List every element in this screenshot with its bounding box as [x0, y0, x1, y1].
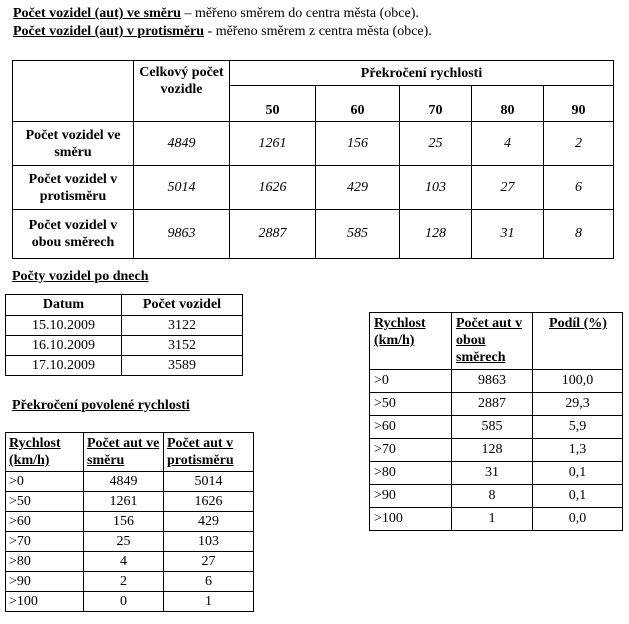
speeding-summary-table — [12, 60, 614, 259]
table-row — [6, 336, 243, 356]
value-cell: 128 — [400, 210, 472, 259]
share-cell: 29,3 — [533, 393, 623, 416]
value-cell: 103 — [400, 166, 472, 210]
share-cell: 0,1 — [533, 485, 623, 508]
table-row — [6, 572, 254, 592]
table-row — [370, 416, 623, 439]
row-label: Počet vozidel v obou směrech — [13, 210, 134, 259]
count-cell: 585 — [452, 416, 533, 439]
table-row — [6, 316, 243, 336]
intro-desc-direction: – měřeno směrem do centra města (obce). — [180, 6, 419, 21]
table-row — [13, 166, 614, 210]
column-header: Počet vozidel — [122, 295, 243, 316]
table-row — [13, 210, 614, 259]
count-cell: 3122 — [122, 316, 243, 336]
table-row — [370, 439, 623, 462]
speeding-header: Překročení rychlosti — [230, 61, 614, 86]
speed-cell: >100 — [6, 592, 84, 612]
corner-cell — [13, 61, 134, 122]
table-row — [6, 356, 243, 376]
row-label: Počet vozidel v protisměru — [13, 166, 134, 210]
row-label: Počet vozidel ve směru — [13, 122, 134, 166]
intro-line-1 — [13, 6, 419, 22]
value-cell: 1261 — [230, 122, 316, 166]
date-cell: 15.10.2009 — [6, 316, 122, 336]
value-cell: 25 — [400, 122, 472, 166]
table-row — [6, 532, 254, 552]
value-cell: 31 — [472, 210, 544, 259]
speed-cell: >50 — [6, 492, 84, 512]
table-row — [370, 393, 623, 416]
table-row — [6, 492, 254, 512]
count-cell: 103 — [164, 532, 254, 552]
value-cell: 4 — [472, 122, 544, 166]
column-header: Rychlost (km/h) — [370, 313, 452, 370]
total-cell: 5014 — [134, 166, 230, 210]
count-cell: 1 — [452, 508, 533, 531]
share-cell: 0,0 — [533, 508, 623, 531]
count-cell: 2887 — [452, 393, 533, 416]
value-cell: 2 — [544, 122, 614, 166]
table-row — [6, 472, 254, 492]
speed-col-header: 70 — [400, 86, 472, 122]
table-row — [370, 462, 623, 485]
column-header: Datum — [6, 295, 122, 316]
value-cell: 429 — [316, 166, 400, 210]
value-cell: 8 — [544, 210, 614, 259]
count-cell: 2 — [84, 572, 164, 592]
count-cell: 9863 — [452, 370, 533, 393]
share-cell: 1,3 — [533, 439, 623, 462]
total-cell: 9863 — [134, 210, 230, 259]
speed-cell: >0 — [6, 472, 84, 492]
vehicles-per-day-table — [5, 294, 243, 376]
share-cell: 100,0 — [533, 370, 623, 393]
speed-cell: >60 — [6, 512, 84, 532]
count-cell: 31 — [452, 462, 533, 485]
speed-cell: >80 — [370, 462, 452, 485]
column-header: Podíl (%) — [533, 313, 623, 370]
value-cell: 27 — [472, 166, 544, 210]
value-cell: 156 — [316, 122, 400, 166]
table-row — [6, 552, 254, 572]
speed-cell: >70 — [370, 439, 452, 462]
column-header: Počet aut ve směru — [84, 433, 164, 472]
speed-col-header: 90 — [544, 86, 614, 122]
count-cell: 8 — [452, 485, 533, 508]
count-cell: 4849 — [84, 472, 164, 492]
count-cell: 156 — [84, 512, 164, 532]
count-cell: 1261 — [84, 492, 164, 512]
speed-col-header: 60 — [316, 86, 400, 122]
days-section-title: Počty vozidel po dnech — [12, 269, 149, 284]
speed-col-header: 50 — [230, 86, 316, 122]
column-header: Počet aut v obou směrech — [452, 313, 533, 370]
speed-cell: >90 — [370, 485, 452, 508]
speeding-by-direction-table — [5, 432, 254, 612]
table-row — [13, 122, 614, 166]
speed-cell: >60 — [370, 416, 452, 439]
value-cell: 2887 — [230, 210, 316, 259]
speed-cell: >100 — [370, 508, 452, 531]
table-row — [6, 592, 254, 612]
share-cell: 0,1 — [533, 462, 623, 485]
speed-section-title: Překročení povolené rychlosti — [12, 398, 190, 413]
speed-col-header: 80 — [472, 86, 544, 122]
table-row — [370, 370, 623, 393]
table-row — [6, 512, 254, 532]
date-cell: 17.10.2009 — [6, 356, 122, 376]
count-cell: 6 — [164, 572, 254, 592]
count-cell: 5014 — [164, 472, 254, 492]
count-cell: 25 — [84, 532, 164, 552]
value-cell: 6 — [544, 166, 614, 210]
intro-term-opposite: Počet vozidel (aut) v protisměru — [13, 24, 205, 39]
count-cell: 1626 — [164, 492, 254, 512]
total-cell: 4849 — [134, 122, 230, 166]
table-row — [370, 508, 623, 531]
share-cell: 5,9 — [533, 416, 623, 439]
table-row — [370, 485, 623, 508]
intro-desc-opposite: - měřeno směrem z centra města (obce). — [204, 24, 432, 39]
count-cell: 1 — [164, 592, 254, 612]
column-header: Rychlost (km/h) — [6, 433, 84, 472]
count-cell: 128 — [452, 439, 533, 462]
value-cell: 1626 — [230, 166, 316, 210]
count-cell: 0 — [84, 592, 164, 612]
count-cell: 4 — [84, 552, 164, 572]
speed-cell: >0 — [370, 370, 452, 393]
count-cell: 3589 — [122, 356, 243, 376]
intro-term-direction: Počet vozidel (aut) ve směru — [13, 6, 181, 21]
both-directions-table — [369, 312, 623, 531]
intro-line-2 — [13, 24, 432, 40]
column-header: Počet aut v protisměru — [164, 433, 254, 472]
speed-cell: >90 — [6, 572, 84, 592]
date-cell: 16.10.2009 — [6, 336, 122, 356]
speed-cell: >80 — [6, 552, 84, 572]
value-cell: 585 — [316, 210, 400, 259]
total-header: Celkový počet vozidle — [134, 61, 230, 122]
count-cell: 3152 — [122, 336, 243, 356]
count-cell: 27 — [164, 552, 254, 572]
speed-cell: >50 — [370, 393, 452, 416]
count-cell: 429 — [164, 512, 254, 532]
speed-cell: >70 — [6, 532, 84, 552]
